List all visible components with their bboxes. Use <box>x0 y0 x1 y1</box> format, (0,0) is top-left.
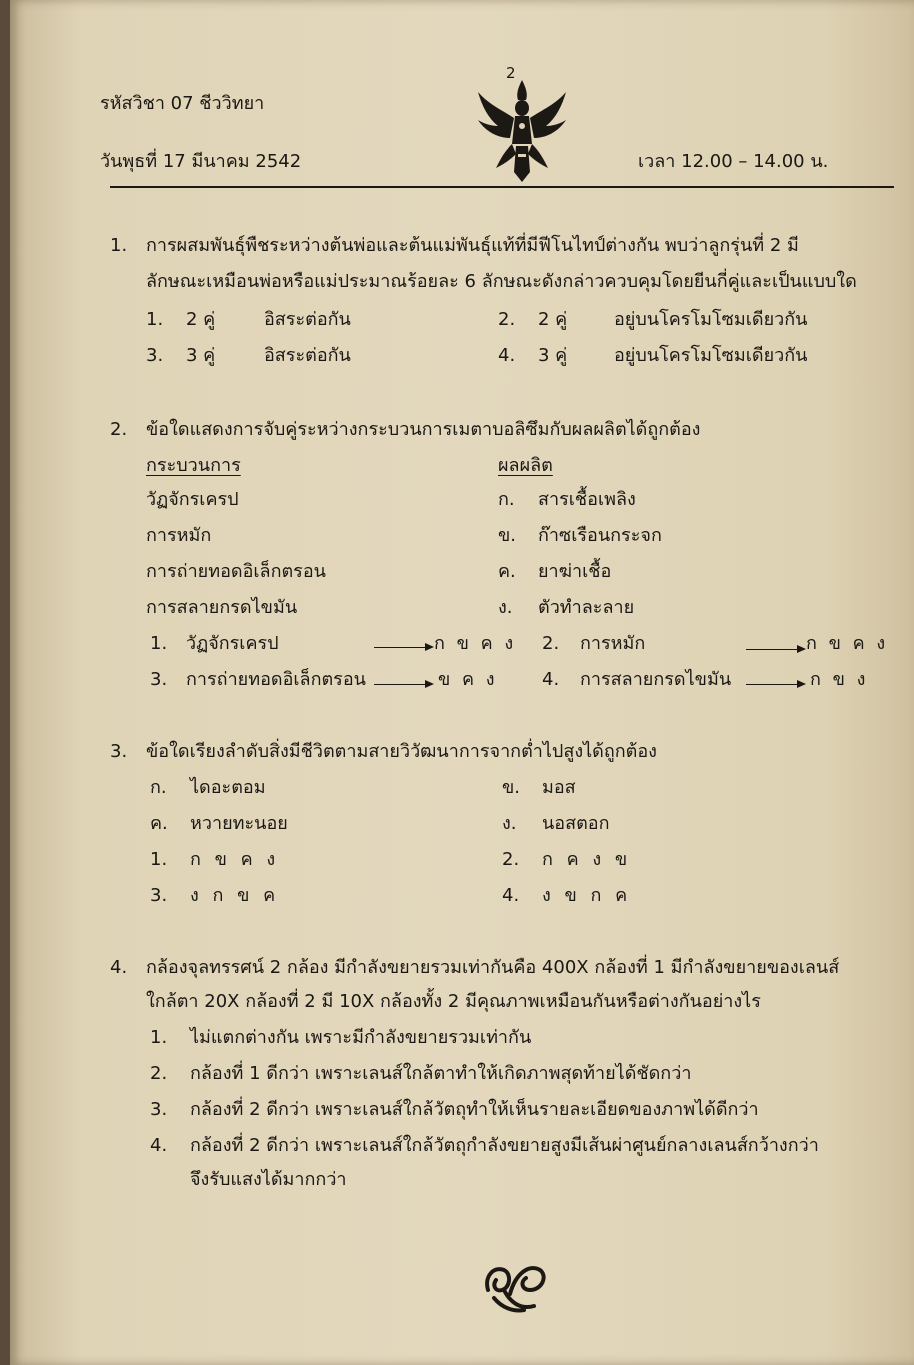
q3-option-text: ก ค ง ข <box>542 849 632 870</box>
q3-option-text: ง ก ข ค <box>190 885 280 906</box>
arrow-right-icon <box>374 647 432 648</box>
q4-number: 4. <box>110 957 128 978</box>
q2-column-product: ผลผลิต <box>498 455 553 476</box>
q2-option-text: วัฏจักรเครป <box>186 633 279 654</box>
q2-option-text: การสลายกรดไขมัน <box>580 669 732 690</box>
q3-option-num[interactable]: 3. <box>150 885 168 906</box>
q4-option-text-continued: จึงรับแสงได้มากกว่า <box>190 1169 347 1190</box>
q2-number: 2. <box>110 419 128 440</box>
q2-product-text: ตัวทำละลาย <box>538 597 635 618</box>
q2-product-text: ยาฆ่าเชื้อ <box>538 561 612 582</box>
date-line: วันพุธที่ 17 มีนาคม 2542 <box>100 151 302 172</box>
arrow-right-icon <box>746 684 804 685</box>
q1-option-count: 3 คู่ <box>186 345 216 366</box>
q3-option-num[interactable]: 2. <box>502 849 520 870</box>
q1-option-text: อยู่บนโครโมโซมเดียวกัน <box>614 345 808 366</box>
garuda-emblem-icon <box>474 66 570 184</box>
q3-item-text: ไดอะตอม <box>190 777 266 798</box>
q2-product-key: ก. <box>498 489 515 510</box>
q3-option-text: ง ข ก ค <box>542 885 632 906</box>
q3-option-num[interactable]: 4. <box>502 885 520 906</box>
q4-stem-line1: กล้องจุลทรรศน์ 2 กล้อง มีกำลังขยายรวมเท่ากันคือ 400X กล้องที่ 1 มีกำลังขยายของเลนส์ <box>146 957 840 978</box>
q4-option-text: ไม่แตกต่างกัน เพราะมีกำลังขยายรวมเท่ากัน <box>190 1027 532 1048</box>
q1-option-count: 3 คู่ <box>538 345 568 366</box>
course-line: รหัสวิชา 07 ชีววิทยา <box>100 93 265 114</box>
header-rule <box>110 186 894 188</box>
q2-product-key: ข. <box>498 525 517 546</box>
printer-logo-icon <box>480 1254 552 1314</box>
q2-option-result: ก ข ค ง <box>434 633 517 654</box>
q2-column-process: กระบวนการ <box>146 455 241 476</box>
page-number: 2 <box>506 64 516 82</box>
q1-option-num[interactable]: 3. <box>146 345 164 366</box>
q2-option-num[interactable]: 4. <box>542 669 560 690</box>
exam-page <box>10 0 914 1365</box>
q1-option-count: 2 คู่ <box>186 309 216 330</box>
q1-option-num[interactable]: 1. <box>146 309 164 330</box>
q4-option-text: กล้องที่ 2 ดีกว่า เพราะเลนส์ใกล้วัตถุกำลังขยายสูงมีเส้นผ่าศูนย์กลางเลนส์กว้างกว่า <box>190 1135 819 1156</box>
q1-stem-line1: การผสมพันธุ์พืชระหว่างต้นพ่อและต้นแม่พันธุ์แท้ที่มีฟีโนไทป์ต่างกัน พบว่าลูกรุ่นที่ 2 มี <box>146 235 799 256</box>
q2-option-result: ข ค ง <box>438 669 498 690</box>
q2-product-text: ก๊าซเรือนกระจก <box>538 525 662 546</box>
q4-option-text: กล้องที่ 1 ดีกว่า เพราะเลนส์ใกล้ตาทำให้เกิดภาพสุดท้ายได้ชัดกว่า <box>190 1063 692 1084</box>
q4-option-num[interactable]: 3. <box>150 1099 168 1120</box>
q2-process: การหมัก <box>146 525 212 546</box>
q3-item-key: ค. <box>150 813 168 834</box>
time-line: เวลา 12.00 – 14.00 น. <box>638 151 829 172</box>
q3-item-text: มอส <box>542 777 576 798</box>
q2-product-key: ง. <box>498 597 513 618</box>
q3-option-text: ก ข ค ง <box>190 849 280 870</box>
q1-number: 1. <box>110 235 128 256</box>
q1-option-num[interactable]: 4. <box>498 345 516 366</box>
q1-option-count: 2 คู่ <box>538 309 568 330</box>
q2-option-num[interactable]: 3. <box>150 669 168 690</box>
arrow-right-icon <box>374 684 432 685</box>
q2-option-num[interactable]: 1. <box>150 633 168 654</box>
q3-stem: ข้อใดเรียงลำดับสิ่งมีชีวิตตามสายวิวัฒนาการจากต่ำไปสูงได้ถูกต้อง <box>146 741 657 762</box>
q2-option-result: ก ข ค ง <box>806 633 889 654</box>
q2-process: การสลายกรดไขมัน <box>146 597 298 618</box>
q3-item-key: ก. <box>150 777 167 798</box>
q2-option-num[interactable]: 2. <box>542 633 560 654</box>
q2-option-result: ก ข ง <box>810 669 869 690</box>
q2-stem: ข้อใดแสดงการจับคู่ระหว่างกระบวนการเมตาบอลิซึมกับผลผลิตได้ถูกต้อง <box>146 419 701 440</box>
q4-option-num[interactable]: 1. <box>150 1027 168 1048</box>
q4-option-num[interactable]: 2. <box>150 1063 168 1084</box>
q1-option-num[interactable]: 2. <box>498 309 516 330</box>
q2-process: การถ่ายทอดอิเล็กตรอน <box>146 561 326 582</box>
q4-option-text: กล้องที่ 2 ดีกว่า เพราะเลนส์ใกล้วัตถุทำให้เห็นรายละเอียดของภาพได้ดีกว่า <box>190 1099 759 1120</box>
q1-option-text: อิสระต่อกัน <box>264 309 351 330</box>
q2-product-key: ค. <box>498 561 516 582</box>
q1-stem-line2: ลักษณะเหมือนพ่อหรือแม่ประมาณร้อยละ 6 ลักษณะดังกล่าวควบคุมโดยยีนกี่คู่และเป็นแบบใด <box>146 271 857 292</box>
arrow-right-icon <box>746 649 804 650</box>
q2-option-text: การหมัก <box>580 633 646 654</box>
q3-item-text: นอสตอก <box>542 813 610 834</box>
q4-stem-line2: ใกล้ตา 20X กล้องที่ 2 มี 10X กล้องทั้ง 2 มีคุณภาพเหมือนกันหรือต่างกันอย่างไร <box>146 991 761 1012</box>
q3-number: 3. <box>110 741 128 762</box>
q3-option-num[interactable]: 1. <box>150 849 168 870</box>
q2-product-text: สารเชื้อเพลิง <box>538 489 636 510</box>
q2-process: วัฏจักรเครป <box>146 489 239 510</box>
q1-option-text: อิสระต่อกัน <box>264 345 351 366</box>
q3-item-key: ง. <box>502 813 517 834</box>
q3-item-key: ข. <box>502 777 521 798</box>
q1-option-text: อยู่บนโครโมโซมเดียวกัน <box>614 309 808 330</box>
q2-option-text: การถ่ายทอดอิเล็กตรอน <box>186 669 366 690</box>
q3-item-text: หวายทะนอย <box>190 813 288 834</box>
q4-option-num[interactable]: 4. <box>150 1135 168 1156</box>
